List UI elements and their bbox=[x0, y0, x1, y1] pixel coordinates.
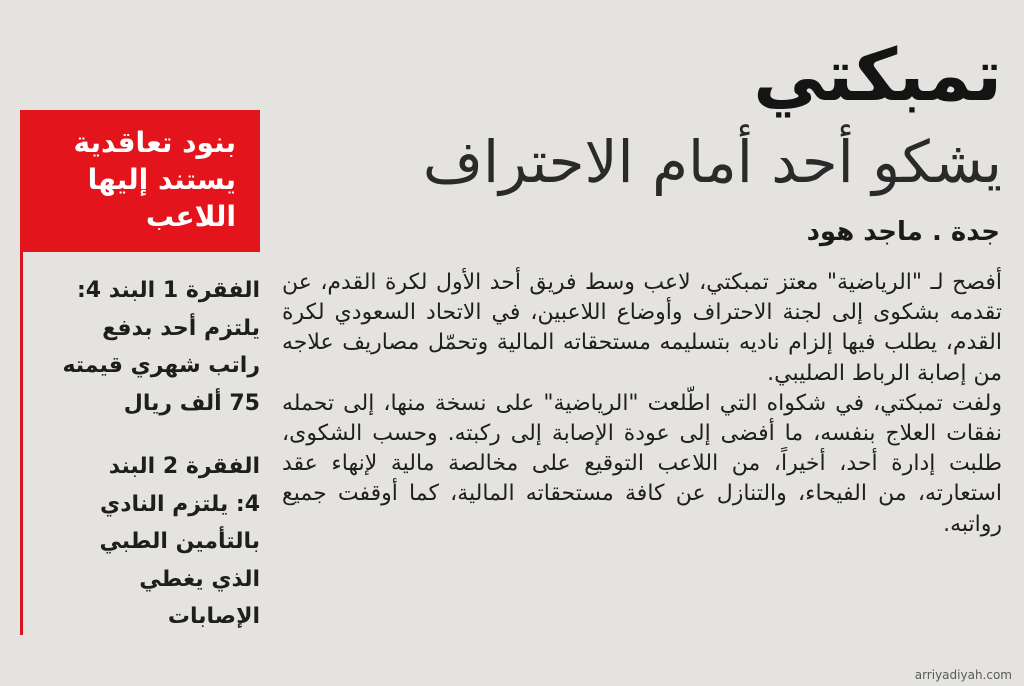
headline: تمبكتي bbox=[753, 33, 1002, 117]
clause-line: يلتزم أحد بدفع bbox=[102, 315, 260, 341]
article-body bbox=[282, 268, 1002, 540]
clause-line: راتب شهري قيمته bbox=[62, 353, 260, 378]
sidebar-title-line: اللاعب bbox=[145, 200, 236, 233]
clause-line: 75 ألف ريال bbox=[123, 390, 260, 416]
sidebar-clause-1 bbox=[34, 272, 260, 422]
clause-line: الذي يغطي bbox=[139, 566, 260, 592]
watermark: arriyadiyah.com bbox=[914, 668, 1012, 682]
sidebar-clause-2 bbox=[34, 448, 260, 636]
clause-line: الإصابات bbox=[167, 604, 260, 629]
sidebar-title-box bbox=[20, 110, 260, 252]
paragraph: ولفت تمبكتي، في شكواه التي اطّلعت "الرياضية" على نسخة منها، إلى تحمله نفقات العلاج بنفسه، ما أفضى إلى عودة الإصابة إلى ركبته. وحسب الشكوى، طلبت إدارة أحد، أخيراً، من اللاعب التوقيع على مخالصة مالية لإنهاء عقد استعارته، من الفيحاء، والتنازل عن كافة مستحقاته المالية، كما أوقفت جميع رواتبه. bbox=[282, 390, 1002, 537]
sidebar-title-line: يستند إليها bbox=[87, 163, 236, 196]
subheadline: يشكو أحد أمام الاحتراف bbox=[422, 128, 1002, 196]
clause-line: الفقرة 2 البند bbox=[108, 454, 260, 479]
clause-line: الفقرة 1 البند 4: bbox=[76, 278, 260, 303]
byline: جدة . ماجد هود bbox=[806, 217, 1000, 247]
clause-line: بالتأمين الطبي bbox=[99, 529, 260, 554]
paragraph: أفصح لـ "الرياضية" معتز تمبكتي، لاعب وسط فريق أحد الأول لكرة القدم، عن تقدمه بشكوى إلى لجنة الاحتراف وأوضاع اللاعبين، في الاتحاد السعودي لكرة القدم، يطلب فيها إلزام ناديه بتسليمه مستحقاته المالية وتحمّل مصاريف علاجه من إصابة الرباط الصليبي. bbox=[282, 270, 1002, 386]
sidebar-title-line: بنود تعاقدية bbox=[73, 126, 236, 159]
clause-line: 4: يلتزم النادي bbox=[100, 491, 260, 517]
